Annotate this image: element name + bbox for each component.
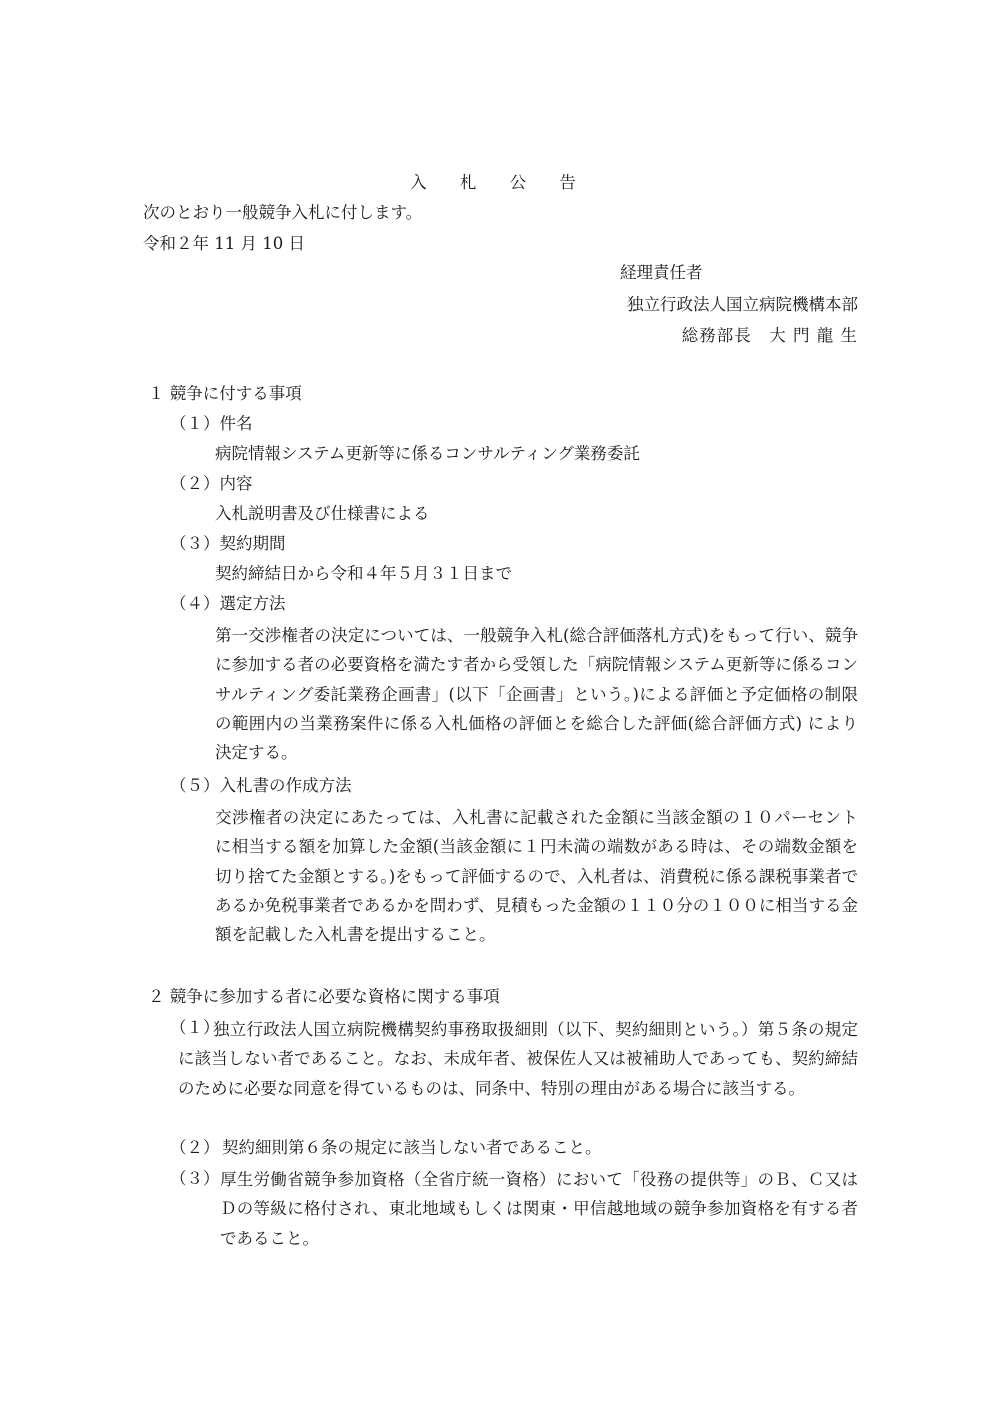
section2-item1-body: 独立行政法人国立病院機構契約事務取扱細則（以下、契約細則という。）第５条の規定に該当しない者であること。なお、未成年者、被保佐人又は被補助人であっても、契約締結のために必要な同意を得ているものは、同条中、特別の理由がある場合に該当する。	[178, 1020, 858, 1098]
intro-text: 次のとおり一般競争入札に付します。	[143, 203, 423, 222]
section2-item2-label: （２）	[170, 1138, 220, 1157]
section2-item2-body: 契約細則第６条の規定に該当しない者であること。	[222, 1138, 602, 1157]
section1-item1-body: 病院情報システム更新等に係るコンサルティング業務委託	[215, 444, 640, 463]
issuer-name: 総務部長 大 門 龍 生	[681, 326, 858, 345]
section1-item2-label: （２）内容	[170, 474, 253, 493]
section1-item3-body: 契約締結日から令和４年５月３１日まで	[215, 564, 512, 583]
issuer-role: 経理責任者	[620, 263, 703, 282]
section2-item3-label: （３）	[170, 1169, 220, 1188]
section1-item3-label: （３）契約期間	[170, 534, 286, 553]
issuer-org: 独立行政法人国立病院機構本部	[627, 295, 858, 314]
section2-heading: ２ 競争に参加する者に必要な資格に関する事項	[148, 987, 500, 1006]
section1-heading: １ 競争に付する事項	[148, 384, 302, 403]
section1-item5-body: 交渉権者の決定にあたっては、入札書に記載された金額に当該金額の１０パーセントに相当する額を加算した金額(当該金額に１円未満の端数がある時は、その端数金額を切り捨てた金額とする。)をもって評価するので、入札者は、消費税に係る課税事業者であるか免税事業者であるかを問わず、見積もった金額の１１０分の１００に相当する金額を記載した入札書を提出すること。	[215, 808, 858, 945]
section1-item5-label: （５）入札書の作成方法	[170, 776, 352, 795]
section1-item1-label: （１）件名	[170, 414, 253, 433]
section1-item2-body: 入札説明書及び仕様書による	[215, 504, 430, 523]
section1-item4-body: 第一交渉権者の決定については、一般競争入札(総合評価落札方式)をもって行い、競争に参加する者の必要資格を満たす者から受領した「病院情報システム更新等に係るコンサルティング委託業務企画書」(以下「企画書」という。)による評価と予定価格の制限の範囲内の当業務案件に係る入札価格の評価とを総合した評価(総合評価方式) により決定する。	[215, 626, 858, 763]
section1-item4-label: （４）選定方法	[170, 594, 286, 613]
notice-date: 令和２年 11 月 10 日	[143, 234, 305, 253]
section2-item1-label: （１）	[170, 1018, 220, 1037]
section2-item3-body: 厚生労働省競争参加資格（全省庁統一資格）において「役務の提供等」のＢ、Ｃ又はＤの等級に格付され、東北地域もしくは関東・甲信越地域の競争参加資格を有する者であること。	[220, 1170, 859, 1248]
notice-title: 入 札 公 告	[410, 173, 590, 192]
